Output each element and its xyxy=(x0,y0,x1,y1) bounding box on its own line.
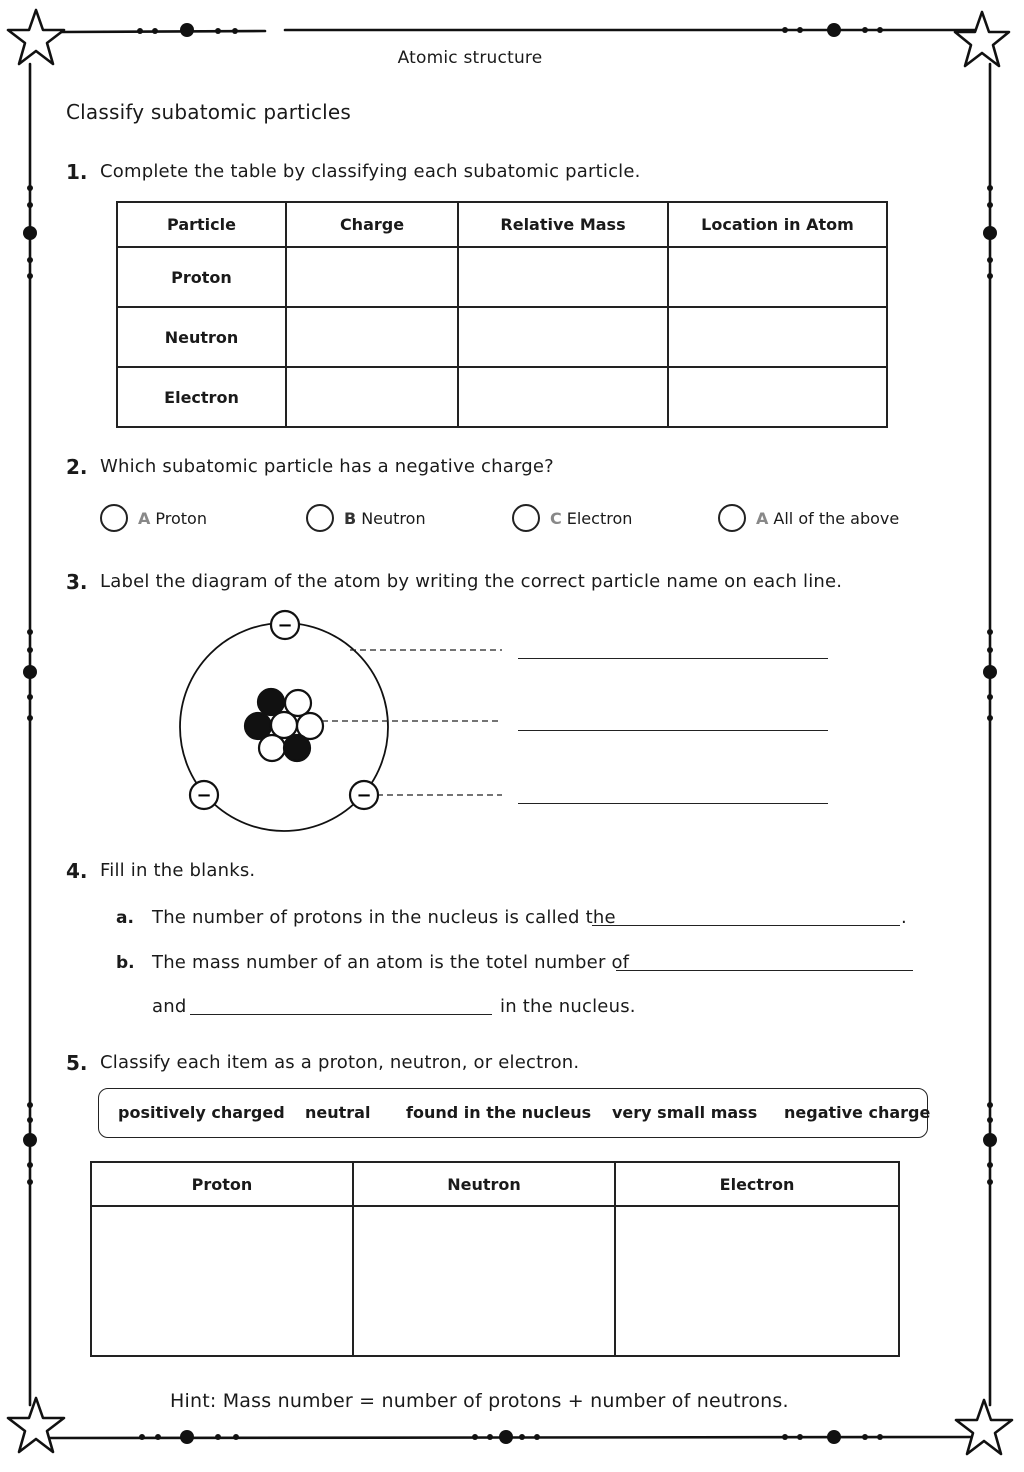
word-bank-item[interactable]: very small mass xyxy=(612,1103,758,1122)
nucleus xyxy=(245,689,323,761)
answer-cell[interactable] xyxy=(668,367,887,427)
table-header: Location in Atom xyxy=(668,202,887,247)
answer-cell[interactable] xyxy=(286,307,458,367)
svg-text:−: − xyxy=(196,785,212,806)
label-line[interactable] xyxy=(518,730,828,731)
option-d[interactable] xyxy=(718,502,899,534)
hint-text: Hint: Mass number = number of protons + number of neutrons. xyxy=(170,1390,789,1412)
sorting-table xyxy=(90,1161,900,1357)
subquestion-label: b. xyxy=(116,953,135,973)
section-subtitle: Classify subatomic particles xyxy=(66,100,352,124)
option-b[interactable] xyxy=(306,502,426,534)
table-header: Particle xyxy=(117,202,286,247)
option-label: Electron xyxy=(566,508,633,528)
question-number: 2. xyxy=(66,455,88,479)
question-number: 4. xyxy=(66,859,88,883)
answer-cell[interactable] xyxy=(668,307,887,367)
fill-blank[interactable] xyxy=(592,925,900,926)
star-icon xyxy=(956,1400,1012,1454)
question-text: Label the diagram of the atom by writing the correct particle name on each line. xyxy=(100,571,843,592)
sentence-end: . xyxy=(901,907,907,928)
answer-cell[interactable] xyxy=(286,247,458,307)
table-header: Proton xyxy=(91,1162,353,1206)
subquestion-text: The number of protons in the nucleus is called the xyxy=(152,907,616,928)
option-label: All of the above xyxy=(773,508,900,528)
answer-cell[interactable] xyxy=(458,307,668,367)
option-a[interactable] xyxy=(100,502,207,534)
subquestion-text: in the nucleus. xyxy=(500,996,636,1017)
star-icon xyxy=(8,1398,64,1452)
subquestion-text: The mass number of an atom is the totel number of xyxy=(152,952,630,973)
table-header: Charge xyxy=(286,202,458,247)
radio-circle[interactable] xyxy=(718,504,746,532)
table-row-label: Neutron xyxy=(117,307,286,367)
word-bank-item[interactable]: negative charge xyxy=(784,1103,931,1122)
question-text: Which subatomic particle has a negative charge? xyxy=(100,456,554,477)
subquestion-label: a. xyxy=(116,908,134,928)
electron xyxy=(190,781,218,809)
label-line[interactable] xyxy=(518,803,828,804)
svg-text:−: − xyxy=(356,785,372,806)
radio-circle[interactable] xyxy=(100,504,128,532)
option-c[interactable] xyxy=(512,502,632,534)
electron xyxy=(350,781,378,809)
electron xyxy=(271,611,299,639)
classification-table xyxy=(116,201,888,428)
question-text: Fill in the blanks. xyxy=(100,860,256,881)
table-header: Electron xyxy=(615,1162,899,1206)
sorting-cell[interactable] xyxy=(353,1206,615,1356)
table-row-label: Proton xyxy=(117,247,286,307)
option-letter: A xyxy=(138,508,151,528)
subquestion-text: and xyxy=(152,996,187,1017)
sorting-cell[interactable] xyxy=(91,1206,353,1356)
table-header: Neutron xyxy=(353,1162,615,1206)
question-number: 5. xyxy=(66,1051,88,1075)
table-header: Relative Mass xyxy=(458,202,668,247)
fill-blank[interactable] xyxy=(616,970,913,971)
question-number: 3. xyxy=(66,570,88,594)
option-letter: C xyxy=(550,508,562,528)
option-letter: A xyxy=(756,508,769,528)
radio-circle[interactable] xyxy=(306,504,334,532)
atom-diagram xyxy=(170,605,510,845)
sorting-cell[interactable] xyxy=(615,1206,899,1356)
answer-cell[interactable] xyxy=(668,247,887,307)
word-bank-item[interactable]: positively charged xyxy=(118,1103,285,1122)
question-text: Classify each item as a proton, neutron, or electron. xyxy=(100,1052,580,1073)
svg-text:−: − xyxy=(277,615,293,636)
question-number: 1. xyxy=(66,160,88,184)
answer-cell[interactable] xyxy=(286,367,458,427)
answer-cell[interactable] xyxy=(458,367,668,427)
option-label: Proton xyxy=(155,508,207,528)
word-bank-item[interactable]: neutral xyxy=(305,1103,371,1122)
star-icon xyxy=(955,12,1009,66)
option-label: Neutron xyxy=(361,508,426,528)
fill-blank[interactable] xyxy=(190,1014,492,1015)
option-letter: B xyxy=(344,508,357,528)
page-title: Atomic structure xyxy=(397,48,543,68)
label-line[interactable] xyxy=(518,658,828,659)
question-text: Complete the table by classifying each subatomic particle. xyxy=(100,161,641,182)
table-row-label: Electron xyxy=(117,367,286,427)
radio-circle[interactable] xyxy=(512,504,540,532)
word-bank-item[interactable]: found in the nucleus xyxy=(406,1103,592,1122)
answer-cell[interactable] xyxy=(458,247,668,307)
